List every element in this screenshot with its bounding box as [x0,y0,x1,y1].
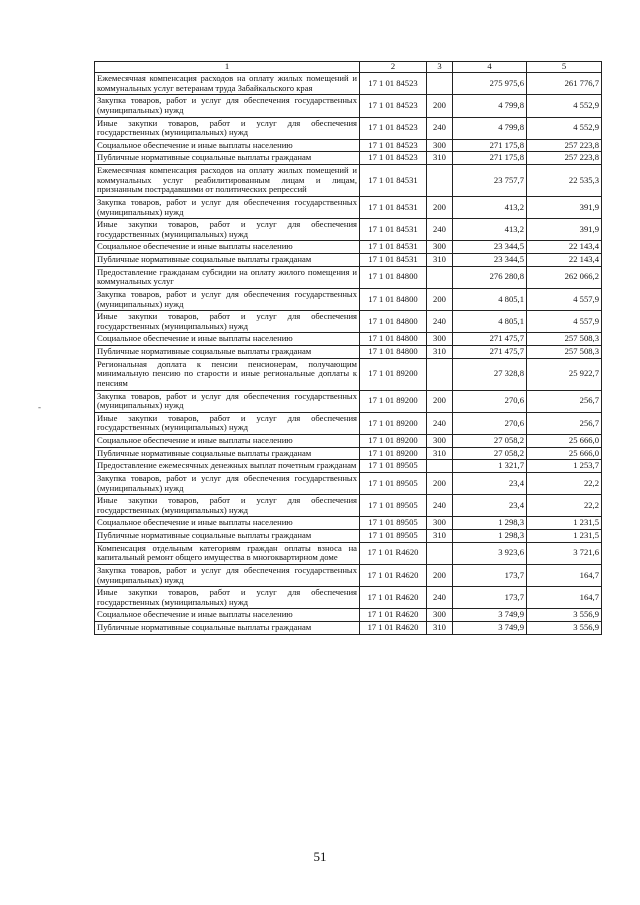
row-name-cell: Закупка товаров, работ и услуг для обеспечения государственных (муниципальных) нужд [95,390,360,412]
row-name-cell: Публичные нормативные социальные выплаты гражданам [95,254,360,267]
column-header: 2 [360,62,427,73]
row-code-cell: 17 1 01 84531 [360,219,427,241]
row-code-cell: 17 1 01 89200 [360,447,427,460]
row-name-cell: Ежемесячная компенсация расходов на оплату жилых помещений и коммунальных услуг реабилитированным лицам и лицам, признанным пострадавшими от политических репрессий [95,165,360,197]
column-header: 4 [453,62,527,73]
table-row [95,358,602,390]
row-vr-cell [427,358,453,390]
row-value-year2-cell: 22,2 [527,495,602,517]
row-code-cell: 17 1 01 84523 [360,139,427,152]
row-vr-cell: 240 [427,311,453,333]
row-name-cell: Публичные нормативные социальные выплаты гражданам [95,152,360,165]
column-header: 1 [95,62,360,73]
row-value-year2-cell: 25 922,7 [527,358,602,390]
row-vr-cell: 310 [427,530,453,543]
row-value-year1-cell: 173,7 [453,587,527,609]
row-code-cell: 17 1 01 89200 [360,390,427,412]
budget-table [94,61,602,635]
row-value-year2-cell: 4 557,9 [527,311,602,333]
table-row [95,609,602,622]
row-vr-cell: 200 [427,196,453,218]
row-name-cell: Социальное обеспечение и иные выплаты населению [95,333,360,346]
row-code-cell: 17 1 01 84531 [360,196,427,218]
row-name-cell: Закупка товаров, работ и услуг для обеспечения государственных (муниципальных) нужд [95,288,360,310]
row-vr-cell [427,165,453,197]
row-vr-cell: 300 [427,241,453,254]
row-value-year1-cell: 270,6 [453,390,527,412]
row-value-year2-cell: 391,9 [527,196,602,218]
table-row [95,165,602,197]
row-vr-cell: 310 [427,622,453,635]
row-vr-cell: 240 [427,495,453,517]
row-value-year2-cell: 1 253,7 [527,460,602,473]
row-value-year2-cell: 164,7 [527,587,602,609]
row-code-cell: 17 1 01 89200 [360,358,427,390]
row-value-year1-cell: 173,7 [453,564,527,586]
row-value-year2-cell: 22 143,4 [527,241,602,254]
table-row [95,346,602,359]
table-row [95,472,602,494]
row-vr-cell: 200 [427,390,453,412]
column-header: 5 [527,62,602,73]
row-name-cell: Социальное обеспечение и иные выплаты населению [95,435,360,448]
row-value-year2-cell: 22 535,3 [527,165,602,197]
row-name-cell: Публичные нормативные социальные выплаты гражданам [95,622,360,635]
row-value-year2-cell: 25 666,0 [527,447,602,460]
row-value-year1-cell: 413,2 [453,196,527,218]
row-code-cell: 17 1 01 84800 [360,288,427,310]
row-name-cell: Публичные нормативные социальные выплаты гражданам [95,346,360,359]
row-code-cell: 17 1 01 84531 [360,254,427,267]
row-name-cell: Закупка товаров, работ и услуг для обеспечения государственных (муниципальных) нужд [95,564,360,586]
row-value-year1-cell: 271 175,8 [453,152,527,165]
row-code-cell: 17 1 01 84800 [360,311,427,333]
row-code-cell: 17 1 01 84523 [360,95,427,117]
row-value-year2-cell: 164,7 [527,564,602,586]
row-name-cell: Закупка товаров, работ и услуг для обеспечения государственных (муниципальных) нужд [95,472,360,494]
row-vr-cell: 200 [427,472,453,494]
row-value-year2-cell: 257 508,3 [527,346,602,359]
row-name-cell: Социальное обеспечение и иные выплаты населению [95,609,360,622]
row-value-year1-cell: 23 757,7 [453,165,527,197]
row-name-cell: Предоставление гражданам субсидии на оплату жилого помещения и коммунальных услуг [95,266,360,288]
row-value-year2-cell: 257 223,8 [527,152,602,165]
row-vr-cell [427,460,453,473]
row-code-cell: 17 1 01 89200 [360,412,427,434]
table-row [95,73,602,95]
row-code-cell: 17 1 01 89505 [360,517,427,530]
table-row [95,152,602,165]
row-value-year2-cell: 256,7 [527,412,602,434]
row-code-cell: 17 1 01 89505 [360,472,427,494]
table-row [95,390,602,412]
row-vr-cell: 310 [427,447,453,460]
row-value-year1-cell: 4 805,1 [453,311,527,333]
row-name-cell: Иные закупки товаров, работ и услуг для обеспечения государственных (муниципальных) нужд [95,495,360,517]
page-number: 51 [313,849,327,864]
row-name-cell: Региональная доплата к пенсии пенсионерам, получающим минимальную пенсию по старости и иные региональные доплаты к пенсиям [95,358,360,390]
table-row [95,542,602,564]
row-value-year1-cell: 27 328,8 [453,358,527,390]
table-row [95,460,602,473]
row-vr-cell: 200 [427,288,453,310]
row-value-year1-cell: 413,2 [453,219,527,241]
table-row [95,435,602,448]
table-row [95,117,602,139]
row-name-cell: Иные закупки товаров, работ и услуг для обеспечения государственных (муниципальных) нужд [95,117,360,139]
row-value-year1-cell: 1 298,3 [453,517,527,530]
row-value-year1-cell: 23 344,5 [453,254,527,267]
row-value-year2-cell: 256,7 [527,390,602,412]
row-value-year1-cell: 23,4 [453,495,527,517]
row-name-cell: Закупка товаров, работ и услуг для обеспечения государственных (муниципальных) нужд [95,95,360,117]
row-code-cell: 17 1 01 84800 [360,333,427,346]
row-value-year1-cell: 270,6 [453,412,527,434]
row-vr-cell: 300 [427,517,453,530]
row-vr-cell [427,266,453,288]
row-name-cell: Иные закупки товаров, работ и услуг для обеспечения государственных (муниципальных) нужд [95,219,360,241]
row-code-cell: 17 1 01 84523 [360,152,427,165]
table-row [95,288,602,310]
row-code-cell: 17 1 01 84800 [360,266,427,288]
row-code-cell: 17 1 01 R4620 [360,564,427,586]
row-name-cell: Компенсация отдельным категориям граждан оплаты взноса на капитальный ремонт общего имущества в многоквартирном доме [95,542,360,564]
row-value-year1-cell: 271 475,7 [453,346,527,359]
row-code-cell: 17 1 01 84531 [360,241,427,254]
row-vr-cell: 240 [427,587,453,609]
row-value-year2-cell: 1 231,5 [527,517,602,530]
table-row [95,495,602,517]
row-value-year2-cell: 261 776,7 [527,73,602,95]
table-row [95,530,602,543]
row-value-year1-cell: 3 749,9 [453,609,527,622]
row-value-year1-cell: 23 344,5 [453,241,527,254]
row-vr-cell: 300 [427,333,453,346]
row-name-cell: Социальное обеспечение и иные выплаты населению [95,241,360,254]
row-value-year1-cell: 27 058,2 [453,435,527,448]
row-vr-cell: 240 [427,412,453,434]
table-row [95,412,602,434]
row-code-cell: 17 1 01 84531 [360,165,427,197]
row-code-cell: 17 1 01 R4620 [360,622,427,635]
row-value-year1-cell: 3 749,9 [453,622,527,635]
row-value-year2-cell: 262 066,2 [527,266,602,288]
row-vr-cell: 310 [427,152,453,165]
table-row [95,564,602,586]
margin-mark: - [38,402,41,412]
table-row [95,517,602,530]
row-code-cell: 17 1 01 R4620 [360,542,427,564]
row-value-year1-cell: 271 475,7 [453,333,527,346]
row-name-cell: Иные закупки товаров, работ и услуг для обеспечения государственных (муниципальных) нужд [95,412,360,434]
row-name-cell: Закупка товаров, работ и услуг для обеспечения государственных (муниципальных) нужд [95,196,360,218]
row-code-cell: 17 1 01 84800 [360,346,427,359]
row-name-cell: Публичные нормативные социальные выплаты гражданам [95,530,360,543]
row-value-year2-cell: 22,2 [527,472,602,494]
table-row [95,254,602,267]
row-vr-cell [427,73,453,95]
row-value-year2-cell: 4 552,9 [527,117,602,139]
row-name-cell: Социальное обеспечение и иные выплаты населению [95,517,360,530]
row-vr-cell: 300 [427,609,453,622]
row-value-year1-cell: 4 805,1 [453,288,527,310]
table-row [95,95,602,117]
row-code-cell: 17 1 01 89505 [360,460,427,473]
row-value-year1-cell: 275 975,6 [453,73,527,95]
row-vr-cell: 240 [427,219,453,241]
row-value-year1-cell: 271 175,8 [453,139,527,152]
row-value-year2-cell: 3 721,6 [527,542,602,564]
row-value-year2-cell: 25 666,0 [527,435,602,448]
row-code-cell: 17 1 01 R4620 [360,609,427,622]
table-header-row [95,62,602,73]
row-value-year2-cell: 22 143,4 [527,254,602,267]
row-value-year1-cell: 3 923,6 [453,542,527,564]
row-code-cell: 17 1 01 R4620 [360,587,427,609]
row-value-year1-cell: 1 298,3 [453,530,527,543]
row-value-year2-cell: 3 556,9 [527,609,602,622]
table-row [95,311,602,333]
row-value-year2-cell: 4 552,9 [527,95,602,117]
row-vr-cell: 200 [427,564,453,586]
row-vr-cell [427,542,453,564]
row-code-cell: 17 1 01 89200 [360,435,427,448]
row-value-year1-cell: 276 280,8 [453,266,527,288]
row-vr-cell: 300 [427,139,453,152]
row-value-year1-cell: 4 799,8 [453,117,527,139]
row-value-year1-cell: 27 058,2 [453,447,527,460]
row-value-year1-cell: 4 799,8 [453,95,527,117]
table-row [95,219,602,241]
row-value-year2-cell: 257 508,3 [527,333,602,346]
table-row [95,139,602,152]
row-code-cell: 17 1 01 89505 [360,495,427,517]
row-name-cell: Иные закупки товаров, работ и услуг для обеспечения государственных (муниципальных) нужд [95,311,360,333]
table-row [95,241,602,254]
row-vr-cell: 200 [427,95,453,117]
table-row [95,196,602,218]
row-code-cell: 17 1 01 84523 [360,117,427,139]
row-value-year1-cell: 23,4 [453,472,527,494]
row-name-cell: Социальное обеспечение и иные выплаты населению [95,139,360,152]
row-vr-cell: 310 [427,346,453,359]
row-vr-cell: 240 [427,117,453,139]
row-name-cell: Ежемесячная компенсация расходов на оплату жилых помещений и коммунальных услуг ветеранам труда Забайкальского края [95,73,360,95]
column-header: 3 [427,62,453,73]
row-value-year2-cell: 1 231,5 [527,530,602,543]
table-row [95,266,602,288]
row-name-cell: Публичные нормативные социальные выплаты гражданам [95,447,360,460]
row-value-year2-cell: 3 556,9 [527,622,602,635]
row-vr-cell: 300 [427,435,453,448]
table-row [95,622,602,635]
table-row [95,587,602,609]
row-vr-cell: 310 [427,254,453,267]
row-value-year2-cell: 4 557,9 [527,288,602,310]
row-code-cell: 17 1 01 89505 [360,530,427,543]
table-row [95,447,602,460]
row-code-cell: 17 1 01 84523 [360,73,427,95]
row-value-year1-cell: 1 321,7 [453,460,527,473]
row-value-year2-cell: 391,9 [527,219,602,241]
table-row [95,333,602,346]
row-value-year2-cell: 257 223,8 [527,139,602,152]
row-name-cell: Предоставление ежемесячных денежных выплат почетным гражданам [95,460,360,473]
row-name-cell: Иные закупки товаров, работ и услуг для обеспечения государственных (муниципальных) нужд [95,587,360,609]
